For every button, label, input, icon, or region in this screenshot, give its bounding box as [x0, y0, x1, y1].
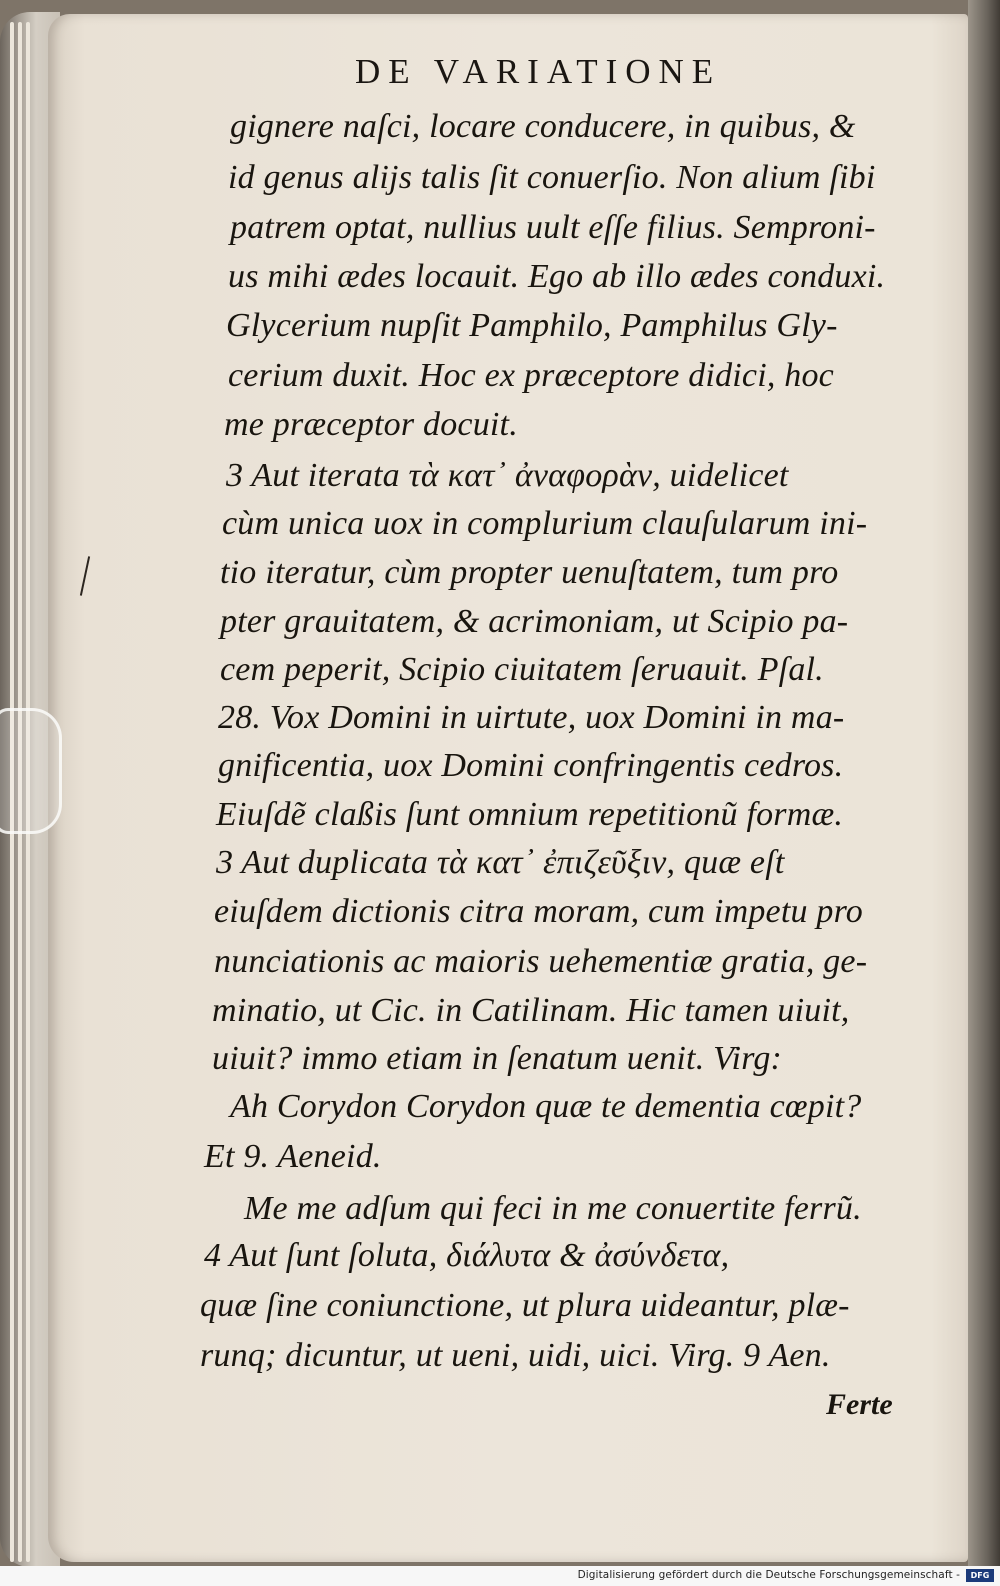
text-line: cem peperit, Scipio ciuitatem ſeruauit. Pſal. [220, 651, 824, 688]
text-line: 3 Aut duplicata τὰ κατ᾽ ἐπιζεῦξιν, quæ eſt [216, 844, 785, 881]
text-line: runq; dicuntur, ut ueni, uidi, uici. Virg. 9 Aen. [200, 1337, 831, 1374]
text-line: me præceptor docuit. [224, 406, 518, 443]
text-line: gnificentia, uox Domini confringentis cedros. [218, 747, 844, 784]
catchword: Ferte [826, 1388, 893, 1421]
running-header: DE VARIATIONE [355, 52, 722, 91]
text-line: 28. Vox Domini in uirtute, uox Domini in ma- [218, 699, 845, 736]
text-line: Eiuſdẽ claßis ſunt omnium repetitionũ formæ. [216, 796, 844, 833]
text-line: uiuit? immo etiam in ſenatum uenit. Virg: [212, 1040, 783, 1077]
text-line: 3 Aut iterata τὰ κατ᾽ ἀναφορὰν, uidelicet [226, 457, 789, 494]
text-line: cerium duxit. Hoc ex præceptore didici, hoc [228, 357, 834, 394]
text-line: tio iteratur, cùm propter uenuſtatem, tum pro [220, 554, 839, 591]
text-line: minatio, ut Cic. in Catilinam. Hic tamen uiuit, [212, 992, 850, 1029]
text-line: quæ ſine coniunctione, ut plura uideantur, plæ- [200, 1287, 850, 1324]
text-line: id genus alijs talis ſit conuerſio. Non alium ſibi [228, 159, 876, 196]
text-line: Me me adſum qui feci in me conuertite ferrũ. [244, 1190, 862, 1227]
text-line: Ah Corydon Corydon quæ te dementia cœpit? [230, 1088, 862, 1125]
funding-notice: Digitalisierung gefördert durch die Deutsche Forschungsgemeinschaft - [577, 1569, 960, 1581]
text-line: cùm unica uox in complurium clauſularum ini- [222, 505, 868, 542]
text-line: eiuſdem dictionis citra moram, cum impetu pro [214, 893, 863, 930]
text-line: Glycerium nupſit Pamphilo, Pamphilus Gly- [226, 307, 838, 344]
text-line: gignere naſci, locare conducere, in quibus, & [230, 108, 856, 145]
page-clip [0, 708, 62, 834]
facing-page-edge [968, 0, 1000, 1566]
text-line: nunciationis ac maioris uehementiæ gratia, ge- [214, 943, 868, 980]
dfg-logo-icon: DFG [966, 1569, 994, 1582]
text-line: patrem optat, nullius uult eſſe filius. Semproni- [230, 209, 876, 246]
text-line: Et 9. Aeneid. [204, 1138, 382, 1175]
text-line: pter grauitatem, & acrimoniam, ut Scipio pa- [220, 603, 849, 640]
text-line: 4 Aut ſunt ſoluta, διάλυτα & ἀσύνδετα, [204, 1237, 730, 1274]
text-line: us mihi ædes locauit. Ego ab illo ædes conduxi. [228, 258, 886, 295]
